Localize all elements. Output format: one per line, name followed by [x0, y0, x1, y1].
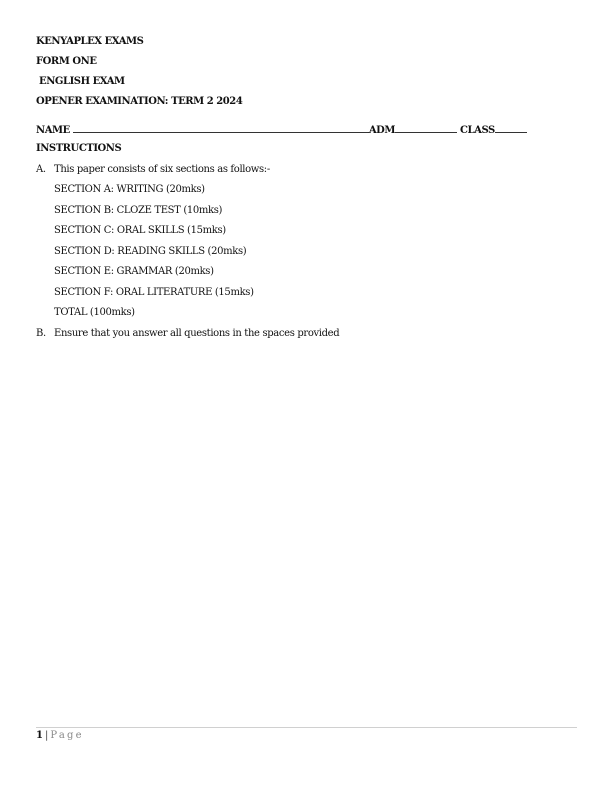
instruction-b-text: Ensure that you answer all questions in the spaces provided [54, 328, 340, 339]
section-item: SECTION A: WRITING (20mks) [54, 184, 205, 195]
page-number: 1 [36, 730, 43, 741]
section-item: SECTION B: CLOZE TEST (10mks) [54, 205, 223, 216]
student-details-line [36, 123, 527, 137]
section-item: SECTION D: READING SKILLS (20mks) [54, 246, 247, 257]
adm-blank[interactable] [395, 123, 457, 133]
section-item: SECTION F: ORAL LITERATURE (15mks) [54, 287, 254, 298]
exam-heading: OPENER EXAMINATION: TERM 2 2024 [36, 96, 243, 107]
name-label: NAME [36, 125, 70, 136]
form-heading: FORM ONE [36, 56, 97, 67]
footer-divider [36, 727, 577, 728]
page-footer [36, 730, 84, 742]
section-item: SECTION C: ORAL SKILLS (15mks) [54, 225, 226, 236]
organization-heading: KENYAPLEX EXAMS [36, 36, 144, 47]
total-marks: TOTAL (100mks) [54, 307, 135, 318]
instruction-b [36, 328, 339, 340]
instruction-a-text: This paper consists of six sections as follows:- [54, 164, 270, 175]
page-word: Page [50, 730, 84, 741]
instruction-a [36, 164, 270, 176]
subject-heading: ENGLISH EXAM [36, 76, 125, 87]
class-blank[interactable] [495, 123, 527, 133]
footer-separator: | [44, 730, 49, 741]
class-label: CLASS [460, 125, 495, 136]
adm-label: ADM [368, 125, 395, 136]
instruction-a-marker: A. [36, 164, 46, 175]
instructions-title: INSTRUCTIONS [36, 143, 122, 154]
name-blank[interactable] [73, 123, 369, 133]
section-item: SECTION E: GRAMMAR (20mks) [54, 266, 214, 277]
instruction-b-marker: B. [36, 328, 46, 339]
